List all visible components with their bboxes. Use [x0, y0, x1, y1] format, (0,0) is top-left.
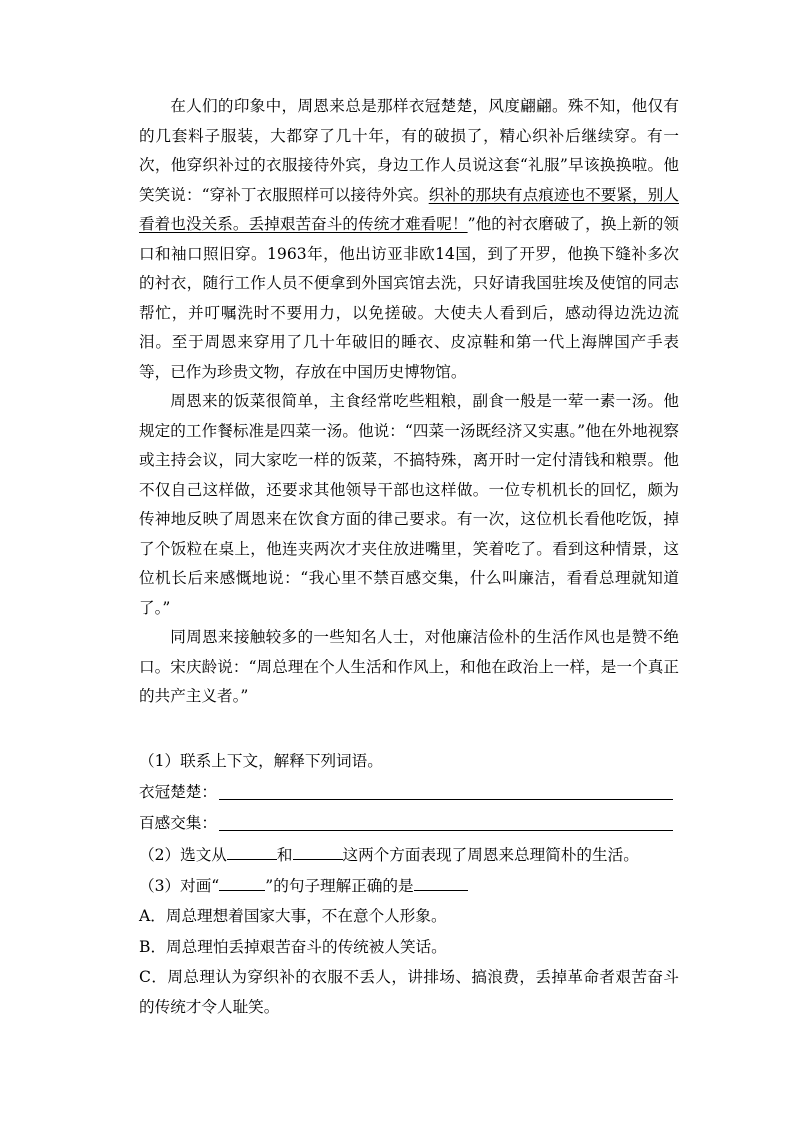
question-3-part-b: ”的句子理解正确的是 — [265, 877, 414, 895]
question-2-part-b: 和 — [276, 846, 293, 864]
question-2-blank-2[interactable] — [293, 842, 343, 860]
paragraph-2: 周恩来的饭菜很简单，主食经常吃些粗粮，副食一般是一荤一素一汤。他规定的工作餐标准是四菜一汤。他说：“四菜一汤既经济又实惠。”他在外地视察或主持会议，同大家吃一样的饭菜，不搞特殊，离开时一定付清钱和粮票。他不仅自己这样做，还要求其他领导干部也这样做。一位专机机长的回忆，颇为传神地反映了周恩来在饮食方面的律己要求。有一次，这位机长看他吃饭，掉了个饭粒在桌上，他连夹两次才夹住放进嘴里，笑着吃了。看到这种情景，这位机长后来感慨地说：“我心里不禁百感交集，什么叫廉洁，看看总理就知道了。” — [139, 392, 679, 617]
question-3-part-a: （3）对画“ — [139, 877, 220, 895]
question-2 — [139, 842, 639, 866]
answer-row-1 — [139, 780, 679, 804]
paragraph-1 — [139, 92, 679, 387]
term-label-1: 衣冠楚楚： — [139, 783, 217, 801]
question-2-blank-1[interactable] — [227, 842, 277, 860]
question-3-answer-blank[interactable] — [414, 873, 468, 891]
underline-marker-sample — [219, 873, 265, 891]
question-1: （1）联系上下文，解释下列词语。 — [139, 752, 383, 770]
option-c-block — [139, 963, 679, 1022]
option-c: C．周总理认为穿织补的衣服不丢人，讲排场、搞浪费，丢掉革命者艰苦奋斗的传统才令人耻笑。 — [139, 968, 679, 1016]
paragraph-1-text-a: 在人们的印象中，周恩来总是那样衣冠楚楚，风度翩翩。殊不知，他仅有的几套料子服装，大都穿了几十年，有的破损了，精心织补后继续穿。有一次，他穿织补过的衣服接待外宾，身边工作人员说这套“礼服”早该换换啦。他笑笑说：“穿补丁衣服照样可以接待外宾。 — [139, 97, 679, 204]
paragraph-3: 同周恩来接触较多的一些知名人士，对他廉洁俭朴的生活作风也是赞不绝口。宋庆龄说：“周总理在个人生活和作风上，和他在政治上一样，是一个真正的共产主义者。” — [139, 628, 679, 705]
question-2-part-c: 这两个方面表现了周恩来总理简朴的生活。 — [342, 846, 639, 864]
paragraph-1-text-b: ”他的衬衣磨破了，换上新的领口和袖口照旧穿。1963年，他出访亚非欧14国，到了开罗，他换下缝补多次的衬衣，随行工作人员不便拿到外国宾馆去洗，只好请我国驻埃及使馆的同志帮忙，并叮嘱洗时不要用力，以免搓破。大使夫人看到后，感动得边洗边流泪。至于周恩来穿用了几十年破旧的睡衣、皮凉鞋和第一代上海牌国产手表等，已作为珍贵文物，存放在中国历史博物馆。 — [139, 215, 679, 381]
underlined-sentence: 织补的那块有点痕迹也不要紧，别人看着也没关系。丢掉艰苦奋斗的传统才难看呢！ — [139, 185, 679, 233]
answer-line-2[interactable] — [219, 830, 673, 831]
option-a: A．周总理想着国家大事，不在意个人形象。 — [139, 907, 447, 925]
option-b: B．周总理怕丢掉艰苦奋斗的传统被人笑话。 — [139, 938, 447, 956]
term-label-2: 百感交集： — [139, 814, 217, 832]
question-2-part-a: （2）选文从 — [139, 846, 227, 864]
question-3 — [139, 873, 468, 897]
answer-row-2 — [139, 811, 679, 835]
passage-body — [139, 92, 679, 712]
answer-line-1[interactable] — [219, 799, 673, 800]
